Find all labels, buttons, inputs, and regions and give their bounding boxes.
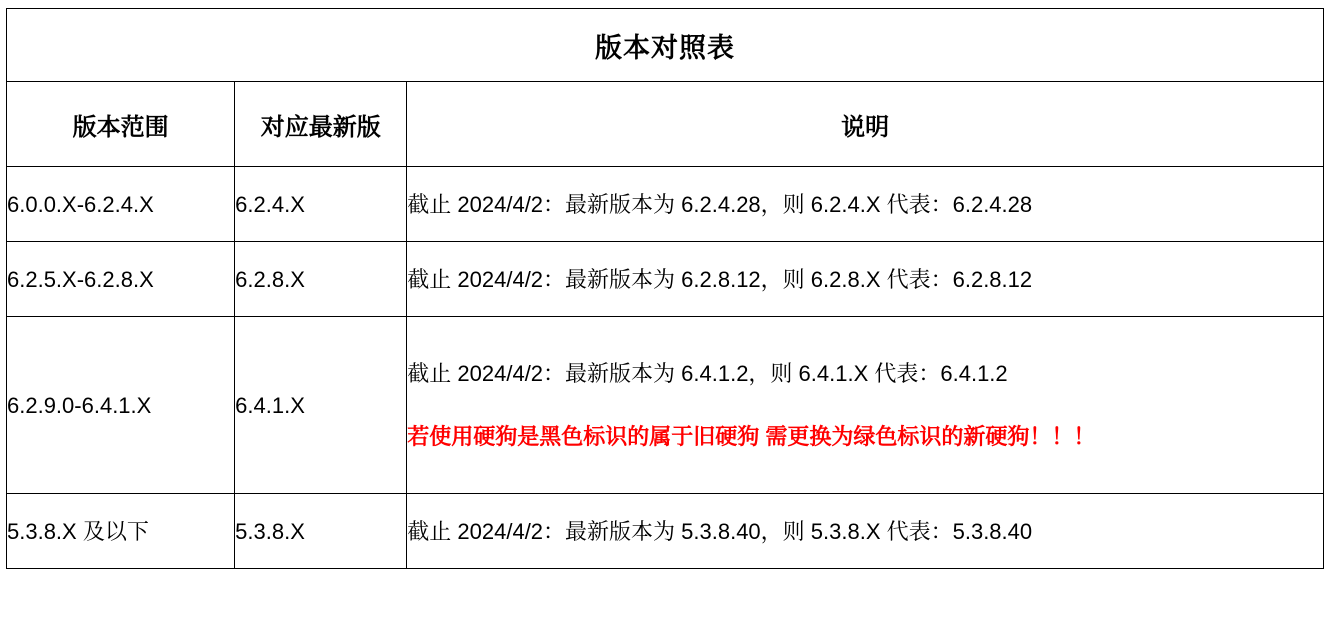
description-block: [407, 186, 1323, 223]
warning-text: 若使用硬狗是黑色标识的属于旧硬狗 需更换为绿色标识的新硬狗！！！: [407, 424, 1096, 449]
cell-latest-version: 6.4.1.X: [235, 317, 407, 494]
document-sheet: [6, 8, 1324, 569]
description-block: [407, 261, 1323, 298]
description-text: 截止 2024/4/2：最新版本为 6.2.8.12，则 6.2.8.X 代表：6.2.8.12: [407, 266, 1033, 292]
cell-latest-version: 6.2.4.X: [235, 167, 407, 242]
table-header-row: [7, 82, 1324, 167]
cell-description: [407, 167, 1324, 242]
column-header-latest-version: 对应最新版: [235, 82, 407, 167]
table-row: [7, 494, 1324, 569]
cell-version-range: 5.3.8.X 及以下: [7, 494, 235, 569]
column-header-description: 说明: [407, 82, 1324, 167]
cell-description: [407, 242, 1324, 317]
cell-description: [407, 317, 1324, 494]
page-title: 版本对照表: [7, 9, 1324, 82]
table-row: [7, 167, 1324, 242]
table-row: [7, 317, 1324, 494]
description-text: 截止 2024/4/2：最新版本为 6.2.4.28，则 6.2.4.X 代表：6.2.4.28: [407, 191, 1033, 217]
version-comparison-table: [6, 8, 1324, 569]
cell-latest-version: 6.2.8.X: [235, 242, 407, 317]
table-row: [7, 242, 1324, 317]
description-block: [407, 355, 1323, 455]
description-block: [407, 513, 1323, 550]
cell-description: [407, 494, 1324, 569]
column-header-version-range: 版本范围: [7, 82, 235, 167]
cell-version-range: 6.2.9.0-6.4.1.X: [7, 317, 235, 494]
table-title-row: [7, 9, 1324, 82]
cell-latest-version: 5.3.8.X: [235, 494, 407, 569]
description-text: 截止 2024/4/2：最新版本为 6.4.1.2，则 6.4.1.X 代表：6.4.1.2: [407, 361, 1008, 386]
cell-version-range: 6.2.5.X-6.2.8.X: [7, 242, 235, 317]
description-text: 截止 2024/4/2：最新版本为 5.3.8.40，则 5.3.8.X 代表：5.3.8.40: [407, 518, 1033, 544]
cell-version-range: 6.0.0.X-6.2.4.X: [7, 167, 235, 242]
